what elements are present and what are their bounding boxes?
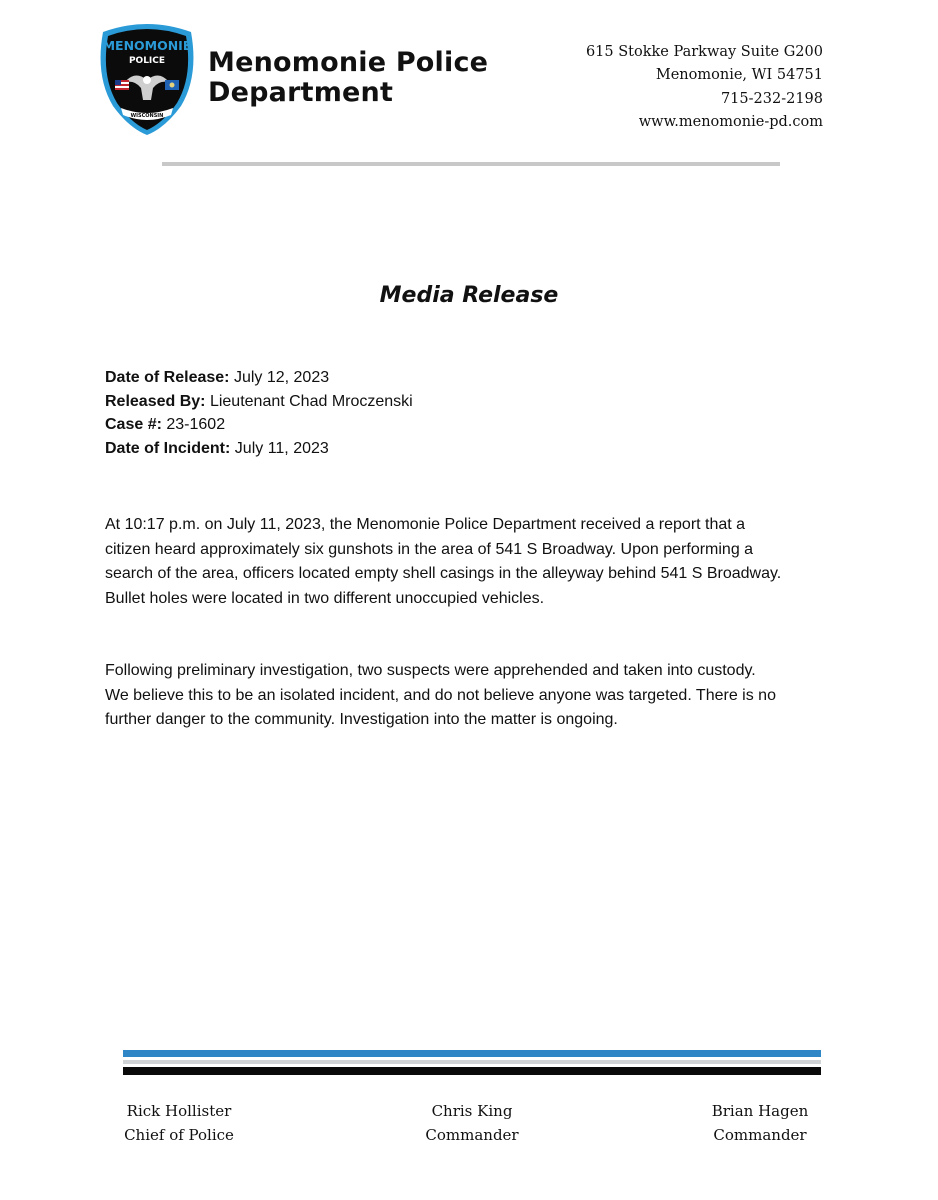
signatory-title: Commander: [713, 1126, 807, 1144]
body-line: further danger to the community. Investigation into the matter is ongoing.: [105, 711, 618, 728]
signatory-title: Chief of Police: [124, 1126, 234, 1144]
footer-stripe-blue: [123, 1050, 821, 1057]
signatory-name: Chris King: [431, 1102, 513, 1120]
body-line: citizen heard approximately six gunshots in the area of 541 S Broadway. Upon performing a: [105, 540, 754, 558]
date-of-release-value: July 12, 2023: [229, 369, 330, 386]
header-divider: [162, 162, 780, 166]
release-metadata: [105, 366, 413, 460]
date-of-incident-row: [105, 437, 413, 461]
phone-number: 715-232-2198: [720, 90, 823, 107]
contact-block: [586, 41, 823, 134]
signatory-commander-king: [405, 1099, 539, 1147]
footer-stripe-black: [123, 1067, 821, 1075]
case-number-label: Case #:: [105, 416, 162, 433]
address-line-1: 615 Stokke Parkway Suite G200: [585, 44, 823, 60]
date-of-incident-label: Date of Incident:: [105, 439, 231, 457]
signatory-name: Rick Hollister: [126, 1102, 232, 1120]
date-of-release-row: [105, 366, 413, 390]
document-title: Media Release: [379, 283, 559, 308]
case-number-value: 23-1602: [161, 416, 226, 433]
signatory-commander-hagen: [690, 1099, 830, 1147]
body-line: search of the area, officers located empty shell casings in the alleyway behind 541 S Broadway.: [105, 565, 782, 582]
body-paragraph-2: [105, 659, 840, 733]
address-line-2: Menomonie, WI 54751: [655, 67, 823, 84]
case-number-row: [105, 413, 413, 437]
body-line: Following preliminary investigation, two suspects were apprehended and taken into custody.: [105, 662, 756, 679]
body-line: Bullet holes were located in two different unoccupied vehicles.: [105, 589, 545, 607]
footer-stripe-gray: [123, 1060, 821, 1064]
svg-text:MENOMONIE: MENOMONIE: [102, 38, 192, 53]
police-badge-logo: [95, 22, 199, 136]
date-of-incident-value: July 11, 2023: [230, 439, 329, 457]
website-url: www.menomonie-pd.com: [638, 113, 823, 130]
department-name: Menomonie Police Department: [208, 47, 489, 108]
body-paragraph-1: [105, 513, 840, 611]
svg-text:POLICE: POLICE: [128, 56, 166, 66]
date-of-release-label: Date of Release:: [105, 369, 230, 386]
released-by-value: Lieutenant Chad Mroczenski: [205, 392, 413, 410]
signatory-title: Commander: [425, 1126, 519, 1144]
body-line: At 10:17 p.m. on July 11, 2023, the Menomonie Police Department received a report that a: [105, 516, 746, 533]
body-line: We believe this to be an isolated incident, and do not believe anyone was targeted. There is no: [105, 686, 776, 704]
svg-text:WISCONSIN: WISCONSIN: [130, 113, 164, 119]
released-by-row: [105, 390, 413, 414]
signatory-chief: [112, 1099, 246, 1147]
signatory-name: Brian Hagen: [711, 1102, 809, 1120]
released-by-label: Released By:: [105, 392, 206, 410]
